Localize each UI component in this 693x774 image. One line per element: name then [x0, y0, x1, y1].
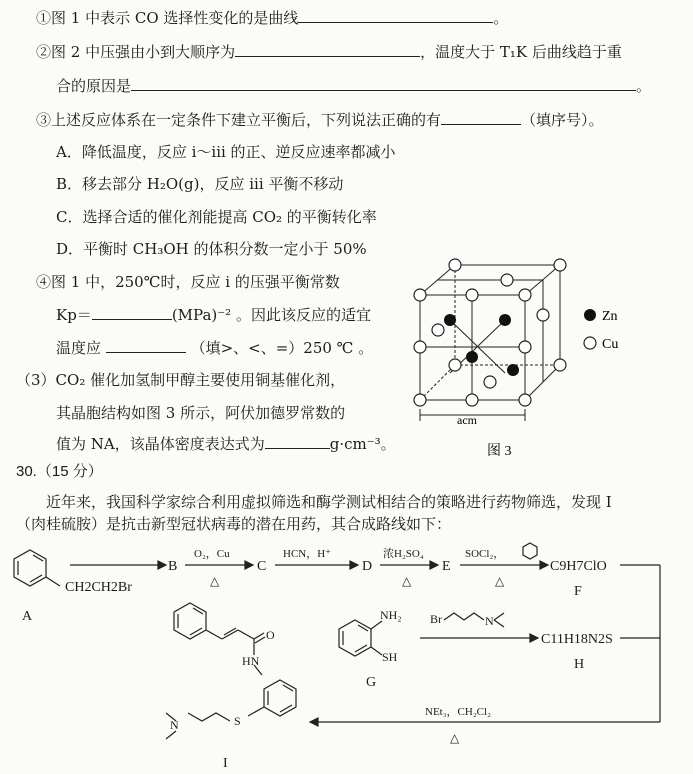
heat-de: △ — [402, 574, 412, 588]
question-5-line1: （3）CO₂ 催化加氢制甲醇主要使用铜基催化剂， — [16, 371, 346, 389]
i-n: N — [170, 718, 179, 732]
label-d: D — [362, 559, 373, 574]
q30-header: 30.（15 分） — [16, 463, 103, 480]
synthesis-scheme — [0, 535, 693, 774]
question-3: ③上述反应体系在一定条件下建立平衡后，下列说法正确的有 （填序号）。 — [36, 111, 604, 129]
legend-zn: Zn — [602, 309, 618, 324]
answer-blank[interactable] — [265, 434, 330, 449]
crystal-cell-figure — [405, 255, 680, 460]
option-b: B．移去部分 H₂O(g)，反应 iii 平衡不移动 — [56, 175, 344, 193]
reagent-br: Br — [430, 612, 442, 626]
cond-ef: SOCl₂， — [465, 548, 505, 560]
h-formula: C11H18N2S — [541, 632, 613, 647]
figure-caption: 图 3 — [487, 444, 512, 459]
cond-fi: NEt₃，CH₂Cl₂ — [425, 706, 491, 718]
a-substituent: CH2CH2Br — [65, 580, 132, 595]
cond-de: 浓H₂SO₄ — [383, 548, 424, 560]
heat-bc: △ — [210, 574, 220, 588]
label-a: A — [22, 609, 33, 624]
question-5-line3: 值为 NA，该晶体密度表达式为 g·cm⁻³。 — [56, 435, 396, 453]
q30-intro-line1: 近年来，我国科学家综合利用虚拟筛选和酶学测试相结合的策略进行药物筛选，发现 I — [46, 493, 612, 511]
question-5-line2: 其晶胞结构如图 3 所示，阿伏加德罗常数的 — [56, 404, 346, 422]
answer-blank[interactable] — [92, 305, 172, 320]
label-f: F — [574, 584, 582, 599]
reagent-n: N — [485, 614, 494, 628]
label-g: G — [366, 675, 377, 690]
option-d: D．平衡时 CH₃OH 的体积分数一定小于 50% — [56, 240, 367, 258]
cond-bc: O₂，Cu — [194, 548, 230, 560]
label-c: C — [257, 559, 267, 574]
label-h: H — [574, 657, 585, 672]
i-oxygen: O — [266, 628, 275, 642]
g-sh: SH — [382, 650, 398, 664]
answer-blank[interactable] — [298, 8, 493, 23]
question-1: ①图 1 中表示 CO 选择性变化的是曲线 。 — [36, 9, 509, 27]
answer-blank[interactable] — [235, 42, 420, 57]
question-2-line2: 合的原因是 。 — [56, 77, 652, 95]
answer-blank[interactable] — [106, 338, 186, 353]
f-formula: C9H7ClO — [550, 559, 607, 574]
option-c: C．选择合适的催化剂能提高 CO₂ 的平衡转化率 — [56, 208, 377, 226]
i-hn: HN — [242, 654, 260, 668]
q30-intro-line2: （肉桂硫胺）是抗击新型冠状病毒的潜在用药，其合成路线如下： — [16, 515, 452, 533]
g-nh2: NH₂ — [380, 608, 402, 622]
option-a: A．降低温度，反应 i～iii 的正、逆反应速率都减小 — [56, 143, 396, 161]
question-4-line3: 温度应 （填>、<、=）250 ℃ 。 — [56, 339, 374, 357]
answer-blank[interactable] — [441, 110, 521, 125]
question-2: ②图 2 中压强由小到大顺序为 ，温度大于 T₁K 后曲线趋于重 — [36, 43, 622, 61]
label-e: E — [442, 559, 451, 574]
question-4-line2: Kp＝ (MPa)⁻² 。因此该反应的适宜 — [56, 306, 371, 324]
question-4-line1: ④图 1 中，250℃时，反应 i 的压强平衡常数 — [36, 273, 340, 291]
cond-cd: HCN，H⁺ — [283, 548, 331, 560]
edge-label: acm — [457, 413, 477, 427]
heat-ef: △ — [495, 574, 505, 588]
answer-blank[interactable] — [131, 76, 636, 91]
i-s: S — [234, 714, 241, 728]
legend-cu: Cu — [602, 337, 619, 352]
heat-fi: △ — [450, 731, 460, 745]
label-b: B — [168, 559, 178, 574]
label-i: I — [223, 756, 228, 771]
